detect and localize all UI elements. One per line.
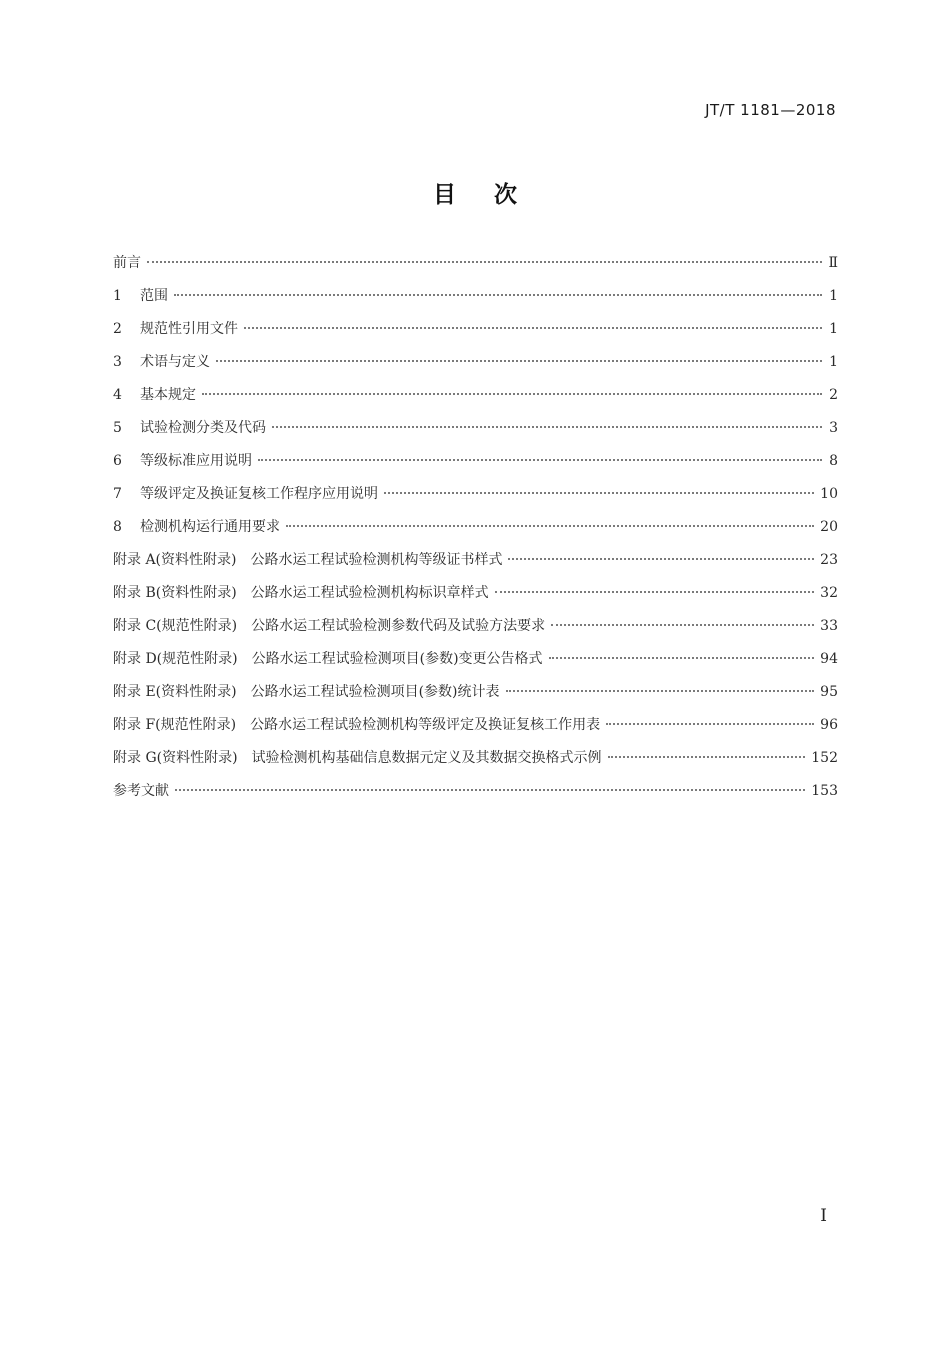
toc-entry-page: 2 xyxy=(829,387,838,403)
toc-entry-label: 基本规定 xyxy=(140,387,196,403)
toc-entry-appendix-prefix: 附录 C(规范性附录) xyxy=(113,618,238,634)
toc-entry-label: 术语与定义 xyxy=(140,354,210,370)
standard-code: JT/T 1181—2018 xyxy=(705,101,836,119)
toc-entry-page: 3 xyxy=(829,420,838,436)
toc-entry[interactable] xyxy=(113,285,838,318)
toc-entry-appendix-prefix: 附录 E(资料性附录) xyxy=(113,684,237,700)
page-number: I xyxy=(820,1206,827,1226)
toc-entry-page: 32 xyxy=(820,585,838,601)
toc-entry[interactable] xyxy=(113,252,838,285)
toc-entry[interactable] xyxy=(113,780,838,813)
toc-entry-page: 10 xyxy=(820,486,838,502)
toc-dot-leader xyxy=(272,426,822,428)
toc-entry-appendix-prefix: 附录 D(规范性附录) xyxy=(113,651,238,667)
toc-entry-page: 1 xyxy=(829,321,838,337)
toc-dot-leader xyxy=(202,393,822,395)
page-title: 目次 xyxy=(433,182,555,208)
toc-entry[interactable] xyxy=(113,681,838,714)
toc-entry-page: 33 xyxy=(820,618,838,634)
toc-entry-appendix-prefix: 附录 G(资料性附录) xyxy=(113,750,238,766)
toc-entry-page: 1 xyxy=(829,354,838,370)
toc-entry-label: 范围 xyxy=(140,288,168,304)
toc-entry-number: 3 xyxy=(113,354,122,370)
toc-entry-label: 公路水运工程试验检测机构等级证书样式 xyxy=(250,552,503,568)
toc-dot-leader xyxy=(508,558,814,560)
toc-entry-label: 前言 xyxy=(113,255,141,271)
toc-entry[interactable] xyxy=(113,417,838,450)
toc-entry-appendix-prefix: 附录 B(资料性附录) xyxy=(113,585,237,601)
toc-entry-label: 等级评定及换证复核工作程序应用说明 xyxy=(140,486,378,502)
toc-entry-appendix-prefix: 附录 A(资料性附录) xyxy=(113,552,237,568)
toc-dot-leader xyxy=(551,624,814,626)
toc-dot-leader xyxy=(549,657,815,659)
toc-entry-number: 4 xyxy=(113,387,122,403)
toc-entry-page: 96 xyxy=(820,717,838,733)
toc-entry[interactable] xyxy=(113,450,838,483)
toc-entry-page: 23 xyxy=(820,552,838,568)
toc-dot-leader xyxy=(495,591,815,593)
toc-entry-page: 94 xyxy=(820,651,838,667)
toc-entry-page: 20 xyxy=(820,519,838,535)
toc-dot-leader xyxy=(506,690,815,692)
toc-entry-label: 检测机构运行通用要求 xyxy=(140,519,280,535)
toc-dot-leader xyxy=(216,360,822,362)
toc-dot-leader xyxy=(286,525,814,527)
toc-entry-number: 7 xyxy=(113,486,122,502)
toc-dot-leader xyxy=(175,789,805,791)
toc-entry[interactable] xyxy=(113,516,838,549)
toc-entry-label: 参考文献 xyxy=(113,783,169,799)
table-of-contents xyxy=(113,252,838,813)
toc-entry-page: 153 xyxy=(811,783,838,799)
toc-entry-page: 1 xyxy=(829,288,838,304)
toc-dot-leader xyxy=(606,723,814,725)
toc-entry-label: 公路水运工程试验检测参数代码及试验方法要求 xyxy=(251,618,546,634)
toc-entry-label: 公路水运工程试验检测项目(参数)变更公告格式 xyxy=(251,651,543,667)
toc-dot-leader xyxy=(174,294,822,296)
toc-entry-label: 试验检测机构基础信息数据元定义及其数据交换格式示例 xyxy=(251,750,602,766)
toc-dot-leader xyxy=(244,327,822,329)
toc-entry-page: 8 xyxy=(829,453,838,469)
toc-dot-leader xyxy=(147,261,822,263)
toc-dot-leader xyxy=(384,492,814,494)
toc-entry[interactable] xyxy=(113,549,838,582)
toc-entry[interactable] xyxy=(113,351,838,384)
toc-entry[interactable] xyxy=(113,384,838,417)
toc-entry[interactable] xyxy=(113,714,838,747)
toc-entry-appendix-prefix: 附录 F(规范性附录) xyxy=(113,717,237,733)
toc-entry-label: 规范性引用文件 xyxy=(140,321,238,337)
toc-dot-leader xyxy=(258,459,822,461)
toc-entry-label: 试验检测分类及代码 xyxy=(140,420,266,436)
toc-entry[interactable] xyxy=(113,582,838,615)
toc-entry-label: 公路水运工程试验检测项目(参数)统计表 xyxy=(250,684,500,700)
toc-entry-number: 6 xyxy=(113,453,122,469)
toc-entry[interactable] xyxy=(113,648,838,681)
toc-entry-page: 152 xyxy=(811,750,838,766)
toc-entry-label: 公路水运工程试验检测机构等级评定及换证复核工作用表 xyxy=(250,717,601,733)
toc-entry-number: 8 xyxy=(113,519,122,535)
toc-entry[interactable] xyxy=(113,747,838,780)
toc-entry-page: 95 xyxy=(820,684,838,700)
toc-entry-number: 2 xyxy=(113,321,122,337)
toc-entry-label: 公路水运工程试验检测机构标识章样式 xyxy=(250,585,489,601)
toc-entry-number: 5 xyxy=(113,420,122,436)
toc-entry[interactable] xyxy=(113,483,838,516)
toc-entry-page: Ⅱ xyxy=(828,255,838,271)
toc-entry[interactable] xyxy=(113,615,838,648)
toc-entry-label: 等级标准应用说明 xyxy=(140,453,252,469)
toc-entry[interactable] xyxy=(113,318,838,351)
toc-dot-leader xyxy=(608,756,806,758)
toc-entry-number: 1 xyxy=(113,288,122,304)
